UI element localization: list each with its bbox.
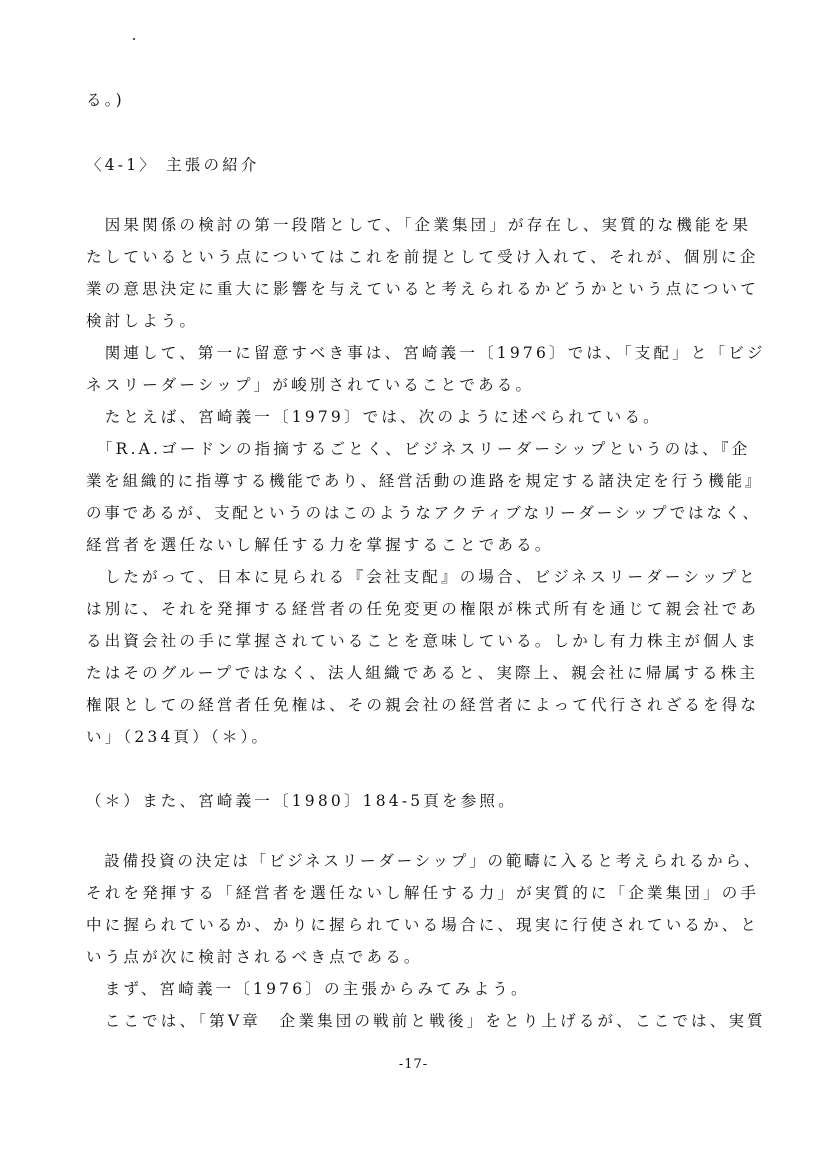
page-number: -17- bbox=[398, 1057, 429, 1072]
scan-speck bbox=[133, 38, 135, 40]
text-line: たしているという点についてはこれを前提として受け入れて、それが、個別に企 bbox=[86, 248, 759, 266]
text-line: 関連して、第一に留意すべき事は、宮崎義一〔1976〕では、「支配」と「ビジ bbox=[86, 344, 766, 362]
text-line: る。) bbox=[86, 91, 125, 109]
section-heading: 〈4-1〉 主張の紹介 bbox=[86, 156, 260, 174]
text-line: まず、宮崎義一〔1976〕の主張からみてみよう。 bbox=[86, 980, 530, 998]
text-line: 検討しよう。 bbox=[86, 312, 199, 330]
text-line: ネスリーダーシップ」が峻別されていることである。 bbox=[86, 376, 535, 394]
quote-line: 「R.A.ゴードンの指摘するごとく、ビジネスリーダーシップというのは、『企 bbox=[86, 440, 751, 458]
text-line: たとえば、宮崎義一〔1979〕では、次のように述べられている。 bbox=[86, 408, 662, 426]
quote-line: る出資会社の手に掌握されていることを意味している。しかし有力株主が個人ま bbox=[86, 632, 760, 650]
quote-line: 権限としての経営者任免権は、その親会社の経営者によって代行されざるを得な bbox=[86, 696, 760, 714]
quote-line: したがって、日本に見られる『会社支配』の場合、ビジネスリーダーシップと bbox=[86, 568, 758, 586]
quote-line: の事であるが、支配というのはこのようなアクティブなリーダーシップではなく、 bbox=[86, 504, 761, 522]
quote-line: たはそのグループではなく、法人組織であると、実際上、親会社に帰属する株主 bbox=[86, 664, 759, 682]
quote-line: い」（234頁）（＊）。 bbox=[86, 728, 271, 746]
quote-line: は別に、それを発揮する経営者の任免変更の権限が株式所有を通じて親会社であ bbox=[86, 600, 760, 618]
footnote: （＊）また、宮崎義一〔1980〕184-5頁を参照。 bbox=[86, 792, 517, 810]
text-line: 因果関係の検討の第一段階として、「企業集団」が存在し、実質的な機能を果 bbox=[86, 216, 752, 234]
quote-line: 経営者を選任ないし解任する力を掌握することである。 bbox=[86, 536, 554, 554]
text-line: いう点が次に検討されるべき点である。 bbox=[86, 948, 423, 966]
quote-line: 業を組織的に指導する機能であり、経営活動の進路を規定する諸決定を行う機能』 bbox=[86, 472, 764, 490]
text-line: 中に握られているか、かりに握られている場合に、現実に行使されているか、と bbox=[86, 916, 760, 934]
text-line: 業の意思決定に重大に影響を与えていると考えられるかどうかという点について bbox=[86, 280, 759, 298]
text-line: ここでは、「第V章 企業集団の戦前と戦後」をとり上げるが、ここでは、実質 bbox=[86, 1012, 766, 1030]
text-line: 設備投資の決定は「ビジネスリーダーシップ」の範疇に入ると考えられるから、 bbox=[86, 852, 763, 870]
text-line: それを発揮する「経営者を選任ないし解任する力」が実質的に「企業集団」の手 bbox=[86, 884, 760, 902]
